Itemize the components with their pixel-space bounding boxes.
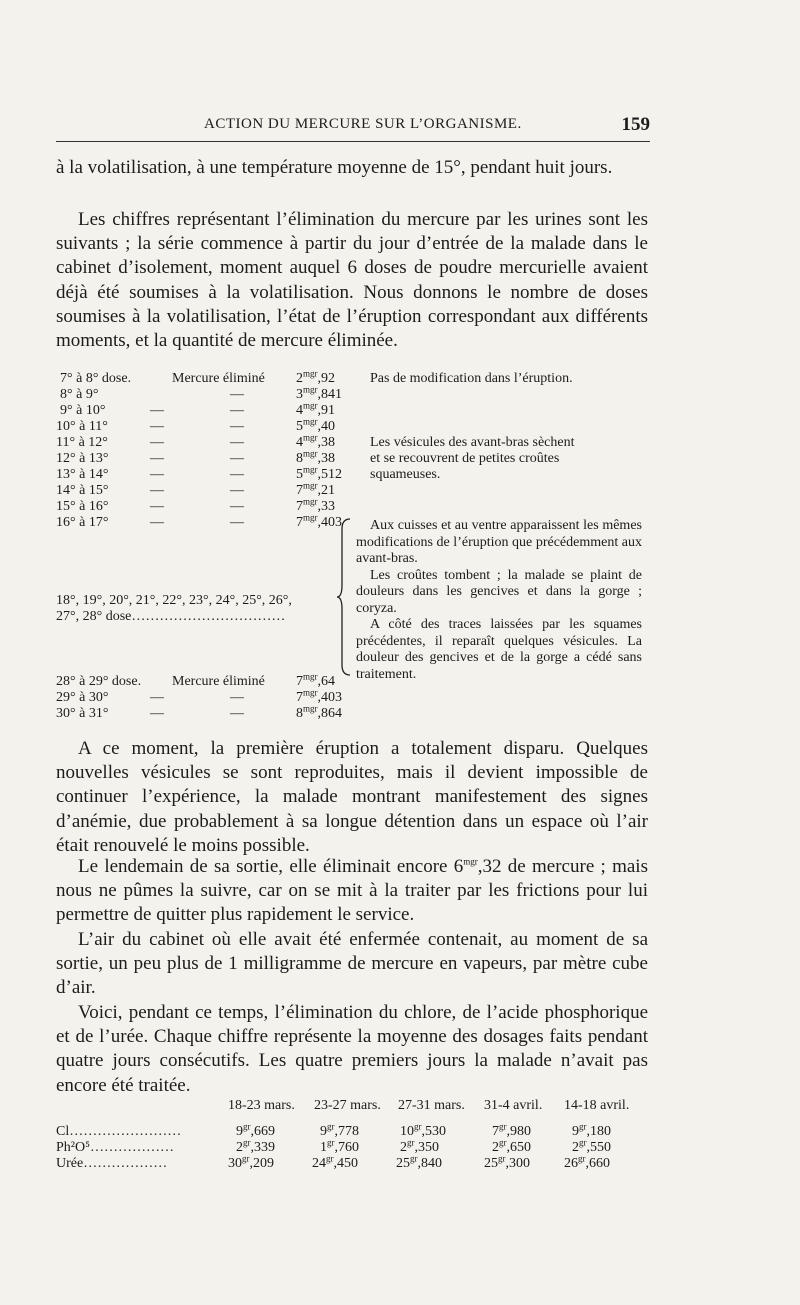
- dose-range: 11° à 12°: [56, 435, 108, 450]
- dose-range-group: 27°, 28° dose……………………………: [56, 609, 286, 624]
- dose-ditto: —: [230, 467, 244, 482]
- dose-range: 12° à 13°: [56, 451, 109, 466]
- dose-range: 29° à 30°: [56, 690, 109, 705]
- dose-value: $3^{mgr},841$: [296, 384, 342, 402]
- dose-ditto: —: [230, 483, 244, 498]
- dose-value: $8^{mgr},38$: [296, 448, 335, 466]
- table-cell: $9^{gr},180$: [572, 1121, 611, 1139]
- brace-shape: [336, 517, 354, 677]
- table-column-header: 27-31 mars.: [398, 1098, 465, 1113]
- dose-value: $8^{mgr},864$: [296, 703, 342, 721]
- dose-value: $5^{mgr},512$: [296, 464, 342, 482]
- table-row-label: Cl……………………: [56, 1124, 182, 1139]
- note-paragraph: Les croûtes tombent ; la malade se plaint de douleurs dans les gencives et dans la gorge ; coryza.: [356, 567, 642, 616]
- dose-value: $5^{mgr},40$: [296, 416, 335, 434]
- table-cell: $7^{gr},980$: [492, 1121, 531, 1139]
- page-header: [56, 112, 650, 140]
- dose-ditto: —: [150, 515, 164, 530]
- note-paragraph: A côté des traces laissées par les squames précédentes, il reparaît quelques vésicules. La douleur des gencives et de la gorge a cédé sans traitement.: [356, 617, 642, 682]
- dose-value: $4^{mgr},91$: [296, 400, 335, 418]
- table-cell: $2^{gr},339$: [236, 1137, 275, 1155]
- paragraph-2: Les chiffres représentant l’élimination du mercure par les urines sont les suivants ; la série commence à partir du jour d’entrée de la malade dans le cabinet d’isolement, moment auquel 6 doses de poudre mercurielle avaient déjà été soumises à la volatilisation. Nous donnons le nombre de doses soumises à la volatilisation, l’état de l’éruption correspondant aux différents moments, et la quantité de mercure éliminée.: [56, 209, 648, 352]
- eruption-note: Pas de modification dans l’éruption.: [370, 371, 573, 386]
- table-cell: $9^{gr},669$: [236, 1121, 275, 1139]
- table-cell: $24^{gr},450$: [312, 1153, 358, 1171]
- table-cell: $2^{gr},350$: [400, 1137, 439, 1155]
- dose-range: 14° à 15°: [56, 483, 109, 498]
- paragraph-4: Le lendemain de sa sortie, elle éliminait encore $6^{mgr},32$ de mercure ; mais nous ne pûmes la suivre, car on se mit à la traiter par les frictions pour lui permettre de quitter plus rapidement le service.: [56, 856, 648, 926]
- paragraph-3: A ce moment, la première éruption a totalement disparu. Quelques nouvelles vésicules se sont reproduites, mais il devient impossible de continuer l’expérience, la malade montrant manifestement des signes d’anémie, due probablement à sa longue détention dans un espace où l’air était renouvelé le moins possible.: [56, 738, 648, 856]
- dose-ditto: —: [230, 435, 244, 450]
- page-number: 159: [621, 114, 650, 135]
- table-cell: $25^{gr},840$: [396, 1153, 442, 1171]
- table-cell: $30^{gr},209$: [228, 1153, 274, 1171]
- dose-ditto: —: [150, 435, 164, 450]
- table-cell: $2^{gr},650$: [492, 1137, 531, 1155]
- dose-range: 7° à 8° dose.: [60, 371, 132, 386]
- paragraph-5: L’air du cabinet où elle avait été enfermée contenait, au moment de sa sortie, un peu plus de 1 milligramme de mercure en vapeurs, par mètre cube d’air.: [56, 929, 648, 999]
- eruption-note: squameuses.: [370, 467, 441, 482]
- dose-ditto: —: [150, 451, 164, 466]
- dose-range: 30° à 31°: [56, 706, 109, 721]
- dose-range: 10° à 11°: [56, 419, 108, 434]
- table-column-header: 18-23 mars.: [228, 1098, 295, 1113]
- table-column-header: 14-18 avril.: [564, 1098, 630, 1113]
- dose-ditto: —: [150, 467, 164, 482]
- dose-value: $7^{mgr},403$: [296, 512, 342, 530]
- running-title: ACTION DU MERCURE SUR L’ORGANISME.: [204, 116, 522, 132]
- eruption-note: Les vésicules des avant-bras sèchent: [370, 435, 575, 450]
- dose-value: $4^{mgr},38$: [296, 432, 335, 450]
- dose-range-group: 18°, 19°, 20°, 21°, 22°, 23°, 24°, 25°, 26°,: [56, 593, 292, 608]
- note-paragraph: Aux cuisses et au ventre apparaissent les mêmes modifications de l’éruption que précédemment aux avant-bras.: [356, 518, 642, 566]
- dose-ditto: —: [150, 499, 164, 514]
- table-column-header: 23-27 mars.: [314, 1098, 381, 1113]
- paragraph-1: à la volatilisation, à une température moyenne de 15°, pendant huit jours.: [56, 157, 613, 178]
- table-cell: $9^{gr},778$: [320, 1121, 359, 1139]
- table-cell: $25^{gr},300$: [484, 1153, 530, 1171]
- paragraph-6: Voici, pendant ce temps, l’élimination du chlore, de l’acide phosphorique et de l’urée. Chaque chiffre représente la moyenne des dosages faits pendant quatre jours consécutifs. Les quatre premiers jours la malade n’avait pas encore été traitée.: [56, 1002, 648, 1096]
- table-column-header: 31-4 avril.: [484, 1098, 543, 1113]
- dose-ditto: —: [150, 483, 164, 498]
- eruption-note: et se recouvrent de petites croûtes: [370, 451, 560, 466]
- header-rule: [56, 141, 650, 142]
- dose-value: $7^{mgr},21$: [296, 480, 335, 498]
- dose-ditto: —: [150, 419, 164, 434]
- dose-value: $2^{mgr},92$: [296, 368, 335, 386]
- dose-ditto: —: [230, 499, 244, 514]
- dose-ditto: —: [230, 387, 244, 402]
- table-cell: $2^{gr},550$: [572, 1137, 611, 1155]
- dose-ditto: —: [230, 706, 244, 721]
- dose-value: $7^{mgr},64$: [296, 671, 335, 689]
- dose-ditto: —: [230, 403, 244, 418]
- dose-label: Mercure éliminé: [172, 371, 265, 386]
- dose-ditto: —: [150, 403, 164, 418]
- table-row-label: Ph²O⁵………………: [56, 1140, 174, 1155]
- table-cell: $10^{gr},530$: [400, 1121, 446, 1139]
- dose-range: 9° à 10°: [60, 403, 106, 418]
- dose-label: Mercure éliminé: [172, 674, 265, 689]
- table-cell: $1^{gr},760$: [320, 1137, 359, 1155]
- dose-range: 28° à 29° dose.: [56, 674, 142, 689]
- table-row-label: Urée………………: [56, 1156, 168, 1171]
- elimination-table: [56, 1098, 656, 1178]
- dose-ditto: —: [150, 706, 164, 721]
- dose-ditto: —: [230, 690, 244, 705]
- table-cell: $26^{gr},660$: [564, 1153, 610, 1171]
- dose-value: $7^{mgr},403$: [296, 687, 342, 705]
- dose-ditto: —: [230, 451, 244, 466]
- dose-ditto: —: [230, 515, 244, 530]
- dose-ditto: —: [150, 690, 164, 705]
- dose-ditto: —: [230, 419, 244, 434]
- dose-range: 15° à 16°: [56, 499, 109, 514]
- eruption-note-block: [356, 518, 642, 683]
- dose-range: 13° à 14°: [56, 467, 109, 482]
- dose-value: $7^{mgr},33$: [296, 496, 335, 514]
- dose-range: 16° à 17°: [56, 515, 109, 530]
- dose-range: 8° à 9°: [60, 387, 99, 402]
